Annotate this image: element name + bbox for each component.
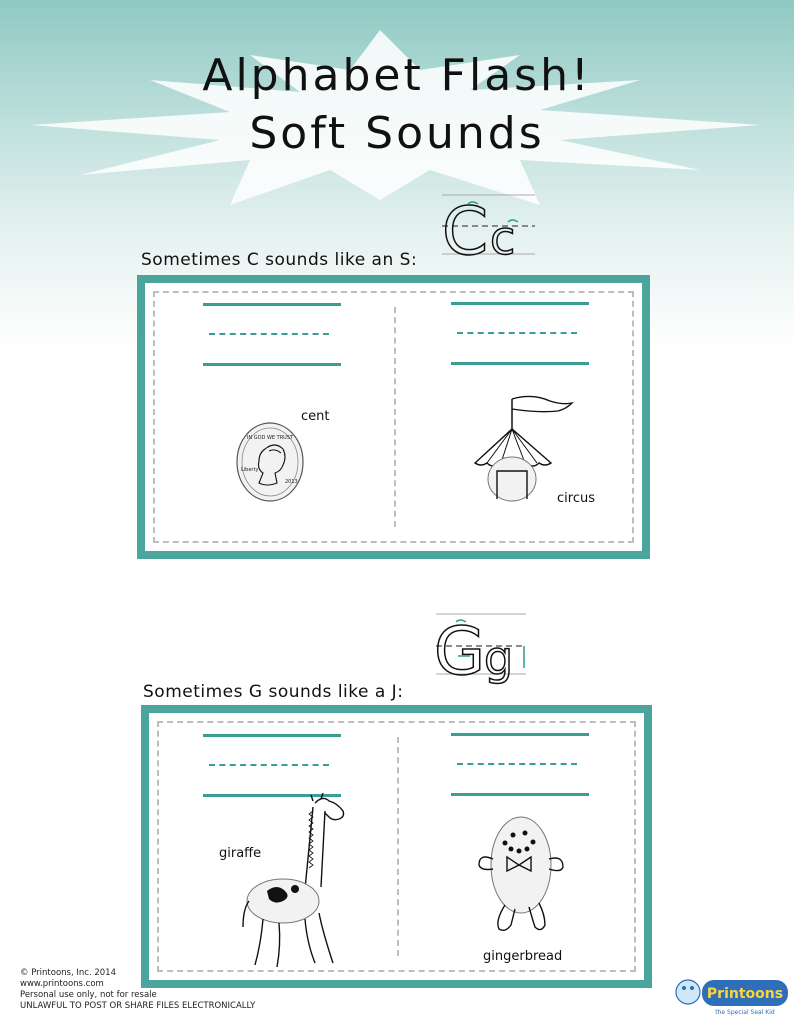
svg-text:Liberty: Liberty [241,467,259,473]
warning-line: UNLAWFUL TO POST OR SHARE FILES ELECTRONICALLY [20,1001,256,1011]
writing-line-mid [457,332,577,334]
word-circus: circus [557,491,595,506]
letter-c-lower: c [490,211,516,260]
page-subtitle: Soft Sounds [249,108,545,159]
writing-line-bottom [451,362,589,365]
usage-line: Personal use only, not for resale [20,990,157,1000]
writing-line-top [203,303,341,306]
flashcard-c [137,275,650,559]
copyright-footer [20,968,255,1012]
copyright-line: © Printoons, Inc. 2014 [20,968,116,978]
writing-line-bottom [203,363,341,366]
letter-c-upper: C [442,193,489,260]
prompt-c: Sometimes C sounds like an S: [141,250,418,270]
writing-line-top [451,302,589,305]
writing-line-mid [209,764,329,766]
prompt-g: Sometimes G sounds like a J: [143,682,404,702]
writing-line-mid [209,333,329,335]
logo-text: Printoons [706,986,784,1002]
word-gingerbread: gingerbread [483,949,563,964]
fold-line [397,737,399,956]
writing-line-top [451,733,589,736]
penny-illustration [235,421,305,503]
svg-text:2013: 2013 [285,479,298,485]
website-line: www.printoons.com [20,979,104,989]
fold-line [394,307,396,527]
logo-tagline: the Special Seal Kid [715,1009,775,1016]
writing-line-bottom [451,793,589,796]
gingerbread-man-illustration [471,813,571,938]
letter-c-handwriting-guide [440,190,540,260]
page-title: Alphabet Flash! [202,50,592,101]
printoons-logo [672,966,790,1018]
letter-g-upper: G [434,613,486,690]
circus-tent-illustration [467,391,582,503]
writing-line-top [203,734,341,737]
svg-text:IN GOD WE TRUST: IN GOD WE TRUST [246,435,294,441]
word-cent: cent [301,409,330,424]
writing-line-mid [457,763,577,765]
letter-g-handwriting-guide [434,608,534,703]
flashcard-g [141,705,652,988]
giraffe-illustration [233,793,353,973]
letter-g-lower: g [484,631,514,685]
word-giraffe: giraffe [219,846,262,861]
